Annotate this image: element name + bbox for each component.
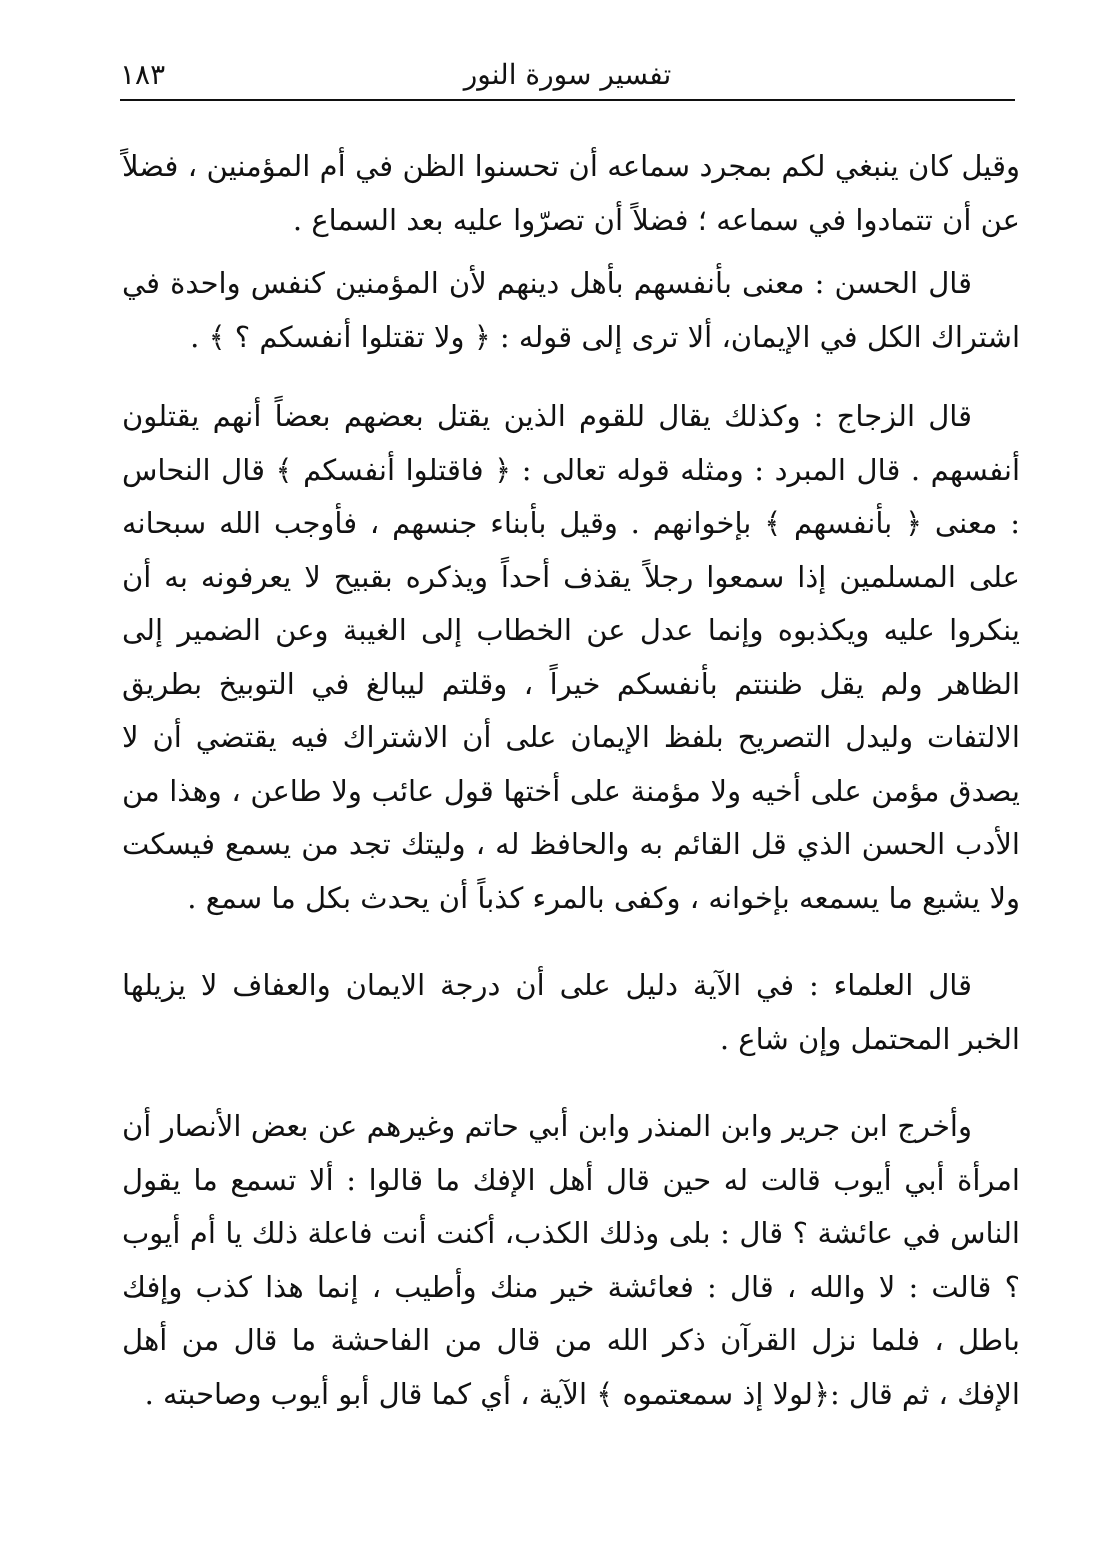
paragraph-4: قال العلماء : في الآية دليل على أن درجة الايمان والعفاف لا يزيلها الخبر المحتمل وإن شاع . [122, 968, 1020, 1056]
paragraph-gap [122, 1066, 1020, 1100]
paragraph-gap [122, 925, 1020, 959]
paragraph-5: وأخرج ابن جرير وابن المنذر وابن أبي حاتم وغيرهم عن بعض الأنصار أن امرأة أبي أيوب قالت له حين قال أهل الإفك ما قالوا : ألا تسمع ما يقول الناس في عائشة ؟ قال : بلى وذلك الكذب، أكنت أنت فاعلة ذلك يا أم أيوب ؟ قالت : لا والله ، قال : فعائشة خير منك وأطيب ، إنما هذا كذب وإفك باطل ، فلما نزل القرآن ذكر الله من قال من الفاحشة ما قال من أهل الإفك ، ثم قال :﴿لولا إذ سمعتموه ﴾ الآية ، أي كما قال أبو أيوب وصاحبته . [122, 1109, 1021, 1411]
paragraph-1: وقيل كان ينبغي لكم بمجرد سماعه أن تحسنوا الظن في أم المؤمنين ، فضلاً عن أن تتمادوا في سماعه ؛ فضلاً أن تصرّوا عليه بعد السماع . [122, 149, 1020, 237]
paragraph-gap [122, 247, 1020, 257]
paragraph-2: قال الحسن : معنى بأنفسهم بأهل دينهم لأن المؤمنين كنفس واحدة في اشتراك الكل في الإيمان، ألا ترى إلى قوله : ﴿ ولا تقتلوا أنفسكم ؟ ﴾ . [122, 266, 1020, 354]
page-title: تفسير سورة النور [463, 58, 672, 91]
page-body [122, 140, 1020, 1421]
header-rule [120, 99, 1015, 101]
paragraph-3: قال الزجاج : وكذلك يقال للقوم الذين يقتل بعضهم بعضاً أنهم يقتلون أنفسهم . قال المبرد : ومثله قوله تعالى : ﴿ فاقتلوا أنفسكم ﴾ قال النحاس : معنى ﴿ بأنفسهم ﴾ بإخوانهم . وقيل بأبناء جنسهم ، فأوجب الله سبحانه على المسلمين إذا سمعوا رجلاً يقذف أحداً ويذكره بقبيح لا يعرفونه به أن ينكروا عليه ويكذبوه وإنما عدل عن الخطاب إلى الغيبة وعن الضمير إلى الظاهر ولم يقل ظننتم بأنفسكم خيراً ، وقلتم ليبالغ في التوبيخ بطريق الالتفات وليدل التصريح بلفظ الإيمان على أن الاشتراك فيه يقتضي أن لا يصدق مؤمن على أخيه ولا مؤمنة على أختها قول عائب ولا طاعن ، وهذا من الأدب الحسن الذي قل القائم به والحافظ له ، وليتك تجد من يسمع فيسكت ولا يشيع ما يسمعه بإخوانه ، وكفى بالمرء كذباً أن يحدث بكل ما سمع . [122, 399, 1020, 915]
page-number: ١٨٣ [120, 58, 166, 91]
page-header [120, 55, 1015, 99]
paragraph-gap [122, 364, 1020, 390]
